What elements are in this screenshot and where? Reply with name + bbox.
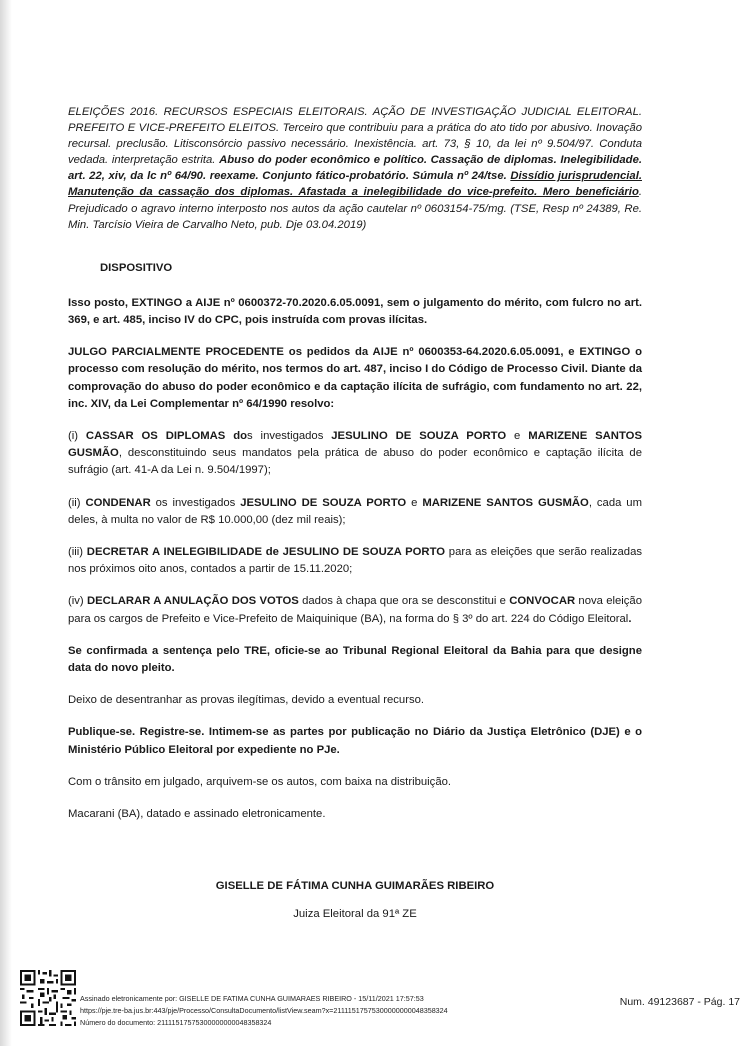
item-ii-condenar — [68, 495, 642, 529]
dispositivo-heading: DISPOSITIVO — [100, 261, 173, 274]
item-iii-inelegibilidade — [68, 544, 642, 578]
item-i-conjunction: e — [506, 429, 529, 442]
document-page — [68, 104, 642, 823]
item-ii-conjunction: e — [406, 496, 423, 509]
paragraph-extingo: Isso posto, EXTINGO a AIJE nº 0600372-70.2020.6.05.0091, sem o julgamento do mérito, com fulcro no art. 369, e art. 485, inciso IV do CPC, pois instruída com provas ilícitas. — [68, 296, 642, 326]
item-iv-anulacao — [68, 593, 642, 627]
ementa-text-1: ELEIÇÕES 2016. RECURSOS ESPECIAIS ELEITORAIS. AÇÃO DE INVESTIGAÇÃO JUDICIAL ELEITORAL. PREFEITO E VICE-PREFEITO ELEITOS. Terceiro que contribuiu para a prática do ato tido por abusivo. Inovação recursal. preclusão. Litisconsórcio passivo necessário. Inexistência. art. 73, § 10, da lei nº 9.504/97. Conduta vedada. interpretação estrita. — [68, 106, 642, 167]
item-ii-number: (ii) — [68, 496, 86, 509]
footer-signed-by: Assinado eletronicamente por: GISELLE DE FATIMA CUNHA GUIMARAES RIBEIRO - 15/11/2021 17:57:53 — [80, 994, 424, 1003]
item-ii-text-end: , cada um deles, à multa no valor de R$ 10.000,00 (dez mil reais); — [68, 496, 642, 526]
footer-page-number: Num. 49123687 - Pág. 17 — [619, 996, 740, 1008]
paragraph-tre: Se confirmada a sentença pelo TRE, oficie-se ao Tribunal Regional Eleitoral da Bahia para que designe data do novo pleito. — [68, 644, 642, 674]
footer-signature-info — [80, 993, 448, 1030]
item-iv-number: (iv) — [68, 595, 87, 608]
item-ii-text: os investigados — [150, 496, 241, 509]
signature-name: GISELLE DE FÁTIMA CUNHA GUIMARÃES RIBEIRO — [215, 880, 495, 892]
item-ii-name-1: JESULINO DE SOUZA PORTO — [240, 496, 407, 509]
paragraph-publique: Publique-se. Registre-se. Intimem-se as partes por publicação no Diário da Justiça Eletrônico (DJE) e o Ministério Público Eleitoral por expediente no PJe. — [68, 726, 642, 756]
footer-document-number: Número do documento: 21111517575300000000048358324 — [80, 1018, 272, 1028]
paragraph-deixo: Deixo de desentranhar as provas ilegítimas, devido a eventual recurso. — [68, 694, 425, 707]
document-footer — [0, 968, 750, 1038]
ementa-text-2: . Prejudicado o agravo interno interposto nos autos da ação cautelar nº 0603154-75/mg. (TSE, Resp nº 24389, Re. Min. Tarcísio Vieira de Carvalho Neto, pub. Dje 03.04.2019) — [68, 186, 642, 231]
item-iv-action-2: CONVOCAR — [509, 595, 576, 608]
signature-title: Juiza Eleitoral da 91ª ZE — [293, 908, 417, 920]
item-iii-text: para as eleições que serão realizadas nos próximos oito anos, contados a partir de 15.11.2020; — [68, 545, 642, 576]
item-i-name-1: JESULINO DE SOUZA PORTO — [331, 429, 507, 442]
item-iv-period: . — [628, 612, 632, 625]
ementa-citation — [68, 104, 642, 233]
item-ii-name-2: MARIZENE SANTOS GUSMÃO — [422, 496, 589, 509]
item-iv-text-end: nova eleição para os cargos de Prefeito e Vice-Prefeito de Maiquinique (BA), na forma do § 3º do art. 224 do Código Eleitoral — [68, 595, 642, 625]
paragraph-julgo: JULGO PARCIALMENTE PROCEDENTE os pedidos da AIJE nº 0600353-64.2020.6.05.0091, e EXTINGO o processo com resolução do mérito, nos termos do art. 487, inciso I do Código de Processo Civil. Diante da comprovação do abuso do poder econômico e da captação ilícita de sufrágio, com fundamento no art. 22, inc. XIV, da Lei Complementar nº 64/1990 resolvo: — [68, 346, 642, 410]
item-i-action: CASSAR OS DIPLOMAS do — [85, 429, 248, 442]
ementa-bold-text: Abuso do poder econômico e político. Cassação de diplomas. Inelegibilidade. art. 22, xiv, da lc nº 64/90. reexame. Conjunto fático-probatório. Súmula nº 24/tse. — [68, 154, 642, 183]
item-i-cassar — [68, 428, 642, 480]
paragraph-transito: Com o trânsito em julgado, arquivem-se os autos, com baixa na distribuição. — [68, 775, 452, 788]
item-i-text: s investigados — [247, 429, 332, 442]
item-iv-action: DECLARAR A ANULAÇÃO DOS VOTOS — [86, 595, 299, 608]
item-i-text-end: , desconstituindo seus mandatos pela prática de abuso do poder econômico e captação ilícita de sufrágio (art. 41-A da Lei n. 9.504/1997); — [68, 447, 642, 477]
item-iii-number: (iii) — [68, 545, 87, 558]
footer-url: https://pje.tre-ba.jus.br:443/pje/Processo/ConsultaDocumento/listView.seam?x=21111517575300000000048358324 — [80, 1006, 448, 1016]
item-iii-action: DECRETAR A INELEGIBILIDADE de JESULINO DE SOUZA PORTO — [86, 545, 446, 558]
paragraph-local-date: Macarani (BA), datado e assinado eletronicamente. — [68, 808, 326, 821]
item-i-name-2: MARIZENE SANTOS GUSMÃO — [68, 429, 642, 460]
ementa-underlined-text: Dissídio jurisprudencial. Manutenção da cassação dos diplomas. Afastada a inelegibilidade do vice-prefeito. Mero beneficiário — [68, 170, 642, 199]
item-iv-text: dados à chapa que ora se desconstitui e — [298, 595, 510, 608]
item-i-number: (i) — [68, 429, 86, 442]
qr-code-icon — [20, 970, 76, 1026]
item-ii-action: CONDENAR — [85, 496, 151, 509]
